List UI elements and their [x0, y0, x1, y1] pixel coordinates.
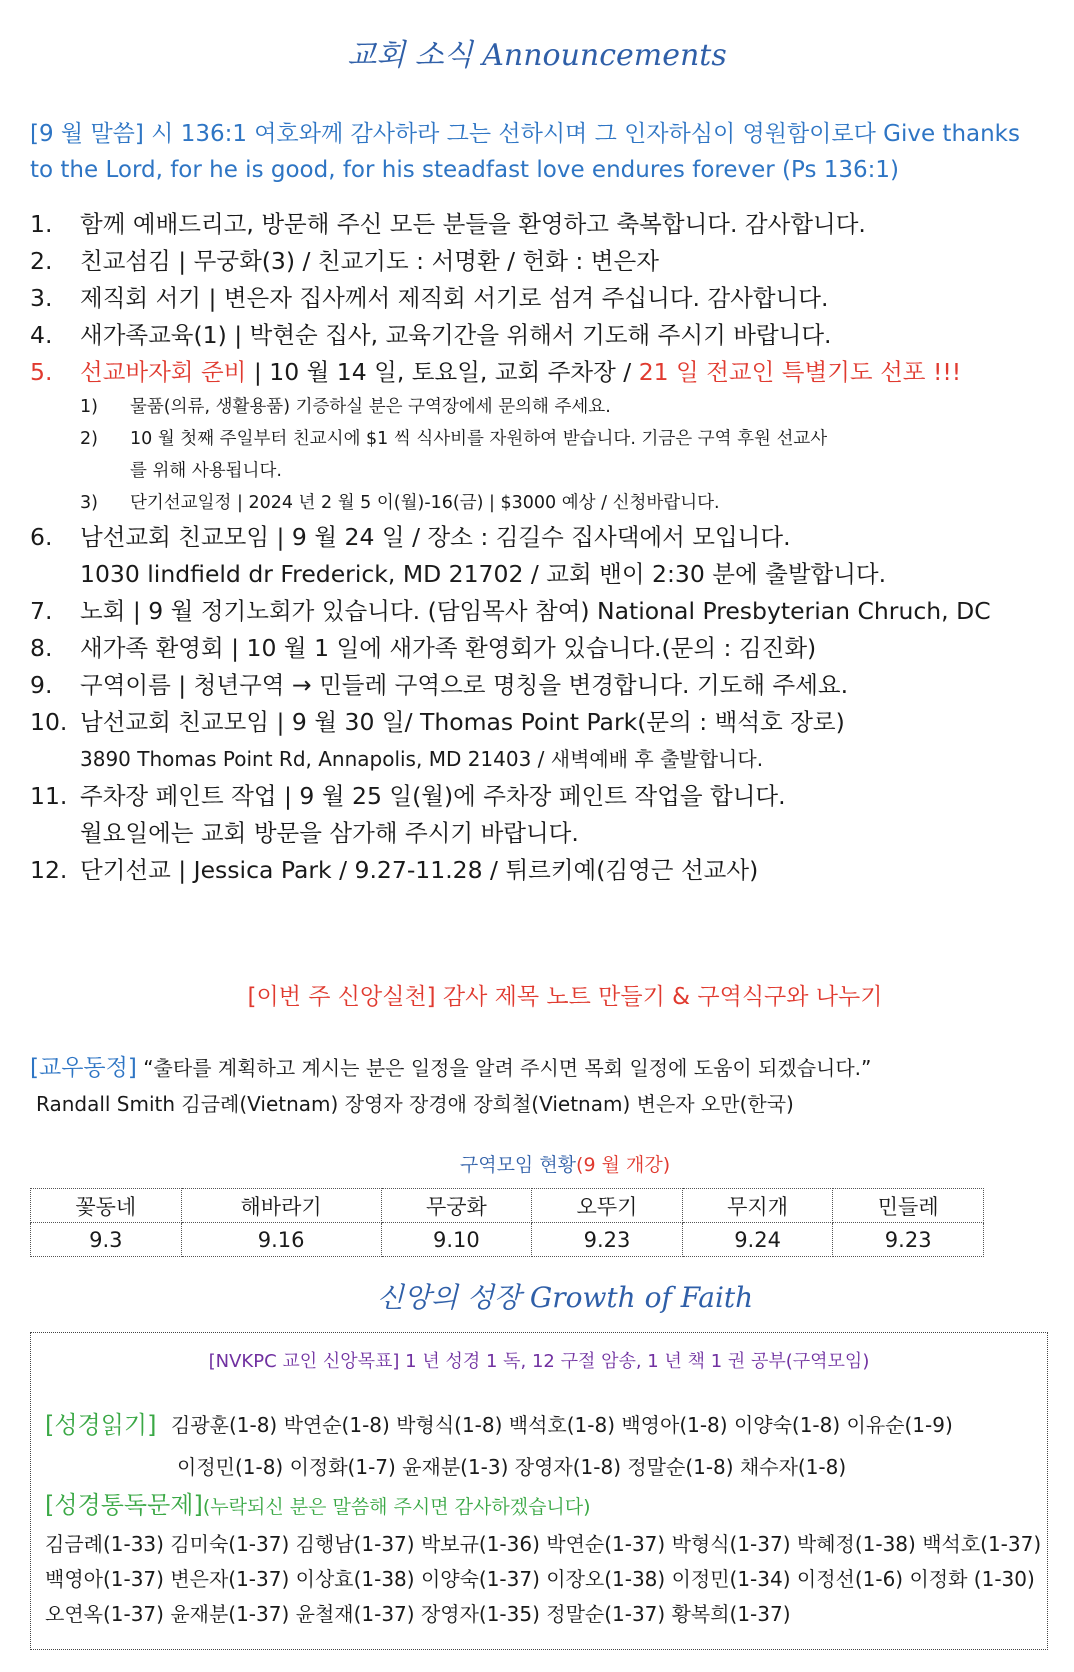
member-news-names: Randall Smith 김금례(Vietnam) 장영자 장경애 장희철(Vietnam) 변은자 오만(한국) [36, 1092, 794, 1116]
cell-group-table [30, 1188, 984, 1257]
item-number: 12. [30, 856, 68, 884]
reading-names-line2: 이정민(1-8) 이정화(1-7) 윤재분(1-3) 장영자(1-8) 정말순(1-8) 채수자(1-8) [177, 1455, 847, 1479]
cell-group-title-main: 구역모임 현황 [459, 1154, 577, 1176]
quiz-names: 김금례(1-33) 김미숙(1-37) 김행남(1-37) 박보규(1-36) 박연순(1-37) 박형식(1-37) 박혜정(1-38) 백석호(1-37) 백영아(1-37) 변은자(1-37) 이상효(1-38) 이양숙(1-37) 이장오(1-38) 이정민(1-34) 이정선(1-6) 이정화 (1-30) 오연옥(1-37) 윤재분(1-37) 윤철재(1-37) 장영자(1-35) 정말순(1-37) 황복희(1-37) [45, 1532, 1042, 1626]
member-news-label: [교우동정] [30, 1055, 137, 1081]
item-text [80, 354, 1050, 391]
item-number: 1. [30, 210, 53, 238]
quiz-note: (누락되신 분은 말씀해 주시면 감사하겠습니다) [202, 1496, 591, 1518]
item-number: 9. [30, 671, 53, 699]
list-item [30, 704, 1050, 741]
item-number: 5. [30, 358, 53, 386]
item-number: 4. [30, 321, 53, 349]
item-number: 2. [30, 247, 53, 275]
page-title: 교회 소식 Announcements [347, 38, 727, 73]
item-text: 주차장 페인트 작업 | 9 월 25 일(월)에 주차장 페인트 작업을 합니다. [80, 782, 786, 810]
item-number: 8. [30, 634, 53, 662]
list-item-highlighted [30, 354, 1050, 391]
table-cell: 9.16 [181, 1223, 381, 1257]
sub-item-number: 2) [80, 429, 98, 449]
list-item [30, 206, 1050, 243]
list-item [30, 778, 1050, 815]
sub-item [30, 487, 1050, 519]
quiz-header [45, 1485, 591, 1520]
table-cell: 오뚜기 [532, 1189, 683, 1223]
sub-item [30, 423, 1050, 487]
item-text: 새가족교육(1) | 박현순 집사, 교육기간을 위해서 기도해 주시기 바랍니다. [80, 321, 832, 349]
list-item [30, 243, 1050, 280]
item-detail: | 10 월 14 일, 토요일, 교회 주차장 / [246, 358, 639, 386]
sub-item [30, 391, 1050, 423]
table-cell: 해바라기 [181, 1189, 381, 1223]
item-text: 구역이름 | 청년구역 → 민들레 구역으로 명칭을 변경합니다. 기도해 주세요. [80, 671, 849, 699]
item-number: 6. [30, 523, 53, 551]
list-item [30, 593, 1050, 630]
table-cell: 무궁화 [381, 1189, 532, 1223]
list-item [30, 519, 1050, 556]
table-row-names [31, 1189, 984, 1223]
item-text: 남선교회 친교모임 | 9 월 24 일 / 장소 : 김길수 집사댁에서 모입니다. [80, 523, 791, 551]
item-number: 10. [30, 708, 68, 736]
list-item [30, 630, 1050, 667]
table-cell: 9.10 [381, 1223, 532, 1257]
faith-goal: [NVKPC 교인 신앙목표] 1 년 성경 1 독, 12 구절 암송, 1 년 책 1 권 공부(구역모임) [208, 1351, 870, 1372]
monthly-verse: [9 월 말씀] 시 136:1 여호와께 감사하라 그는 선하시며 그 인자하심이 영원함이로다 Give thanks to the Lord, for he is good, for his steadfast love endures forever (Ps 136:1) [30, 121, 1020, 183]
sub-item-number: 3) [80, 493, 98, 513]
cell-group-title [0, 1150, 1074, 1177]
item-text: 노회 | 9 월 정기노회가 있습니다. (담임목사 참여) National Presbyterian Chruch, DC [80, 597, 991, 625]
reading-label: [성경읽기] [45, 1411, 157, 1439]
member-news-message: “출타를 계획하고 계시는 분은 일정을 알려 주시면 목회 일정에 도움이 되겠습니다.” [143, 1056, 872, 1080]
sub-item-text: 단기선교일정 | 2024 년 2 월 5 이(월)-16(금) | $3000 예상 / 신청바랍니다. [130, 493, 720, 513]
item-text: 남선교회 친교모임 | 9 월 30 일/ Thomas Point Park(문의 : 백석호 장로) [80, 708, 845, 736]
item-text: 함께 예배드리고, 방문해 주신 모든 분들을 환영하고 축복합니다. 감사합니다. [80, 210, 866, 238]
list-item [30, 317, 1050, 354]
item-highlight-prayer: 21 일 전교인 특별기도 선포 !!! [638, 358, 962, 386]
table-cell: 무지개 [682, 1189, 833, 1223]
quiz-label: [성경통독문제] [45, 1491, 203, 1519]
table-cell: 9.23 [532, 1223, 683, 1257]
item-text: 제직회 서기 | 변은자 집사께서 제직회 서기로 섬겨 주십니다. 감사합니다. [80, 284, 829, 312]
list-item [30, 667, 1050, 704]
table-cell: 9.24 [682, 1223, 833, 1257]
sub-item-number: 1) [80, 397, 98, 417]
item-number: 3. [30, 284, 53, 312]
reading-names-line1: 김광훈(1-8) 박연순(1-8) 박형식(1-8) 백석호(1-8) 백영아(1-8) 이양숙(1-8) 이유순(1-9) [171, 1413, 953, 1437]
table-cell: 9.23 [833, 1223, 984, 1257]
table-cell: 꽃동네 [31, 1189, 182, 1223]
cell-group-title-note: (9 월 개강) [576, 1154, 671, 1176]
item-continuation: 1030 lindfield dr Frederick, MD 21702 / 교회 밴이 2:30 분에 출발합니다. [80, 560, 887, 588]
item-text: 단기선교 | Jessica Park / 9.27-11.28 / 튀르키예(김영근 선교사) [80, 856, 759, 884]
member-news-header [30, 1050, 1050, 1086]
item-highlight-bazaar: 선교바자회 준비 [80, 358, 247, 386]
sub-item-text: 물품(의류, 생활용품) 기증하실 분은 구역장에세 문의해 주세요. [130, 397, 611, 417]
table-cell: 9.3 [31, 1223, 182, 1257]
item-continuation: 월요일에는 교회 방문을 삼가해 주시기 바랍니다. [80, 819, 579, 847]
sub-item-text: 10 월 첫째 주일부터 친교시에 $1 씩 식사비를 자원하여 받습니다. 기금은 구역 후원 선교사를 위해 사용됩니다. [130, 429, 828, 481]
item-continuation: 3890 Thomas Point Rd, Annapolis, MD 21403 / 새벽예배 후 출발합니다. [80, 747, 764, 771]
weekly-practice: [이번 주 신앙실천] 감사 제목 노트 만들기 & 구역식구와 나누기 [247, 984, 883, 1010]
announcement-list [30, 206, 1050, 889]
table-cell: 민들레 [833, 1189, 984, 1223]
list-item [30, 852, 1050, 889]
table-row-dates [31, 1223, 984, 1257]
member-news [30, 1050, 1050, 1122]
growth-title: 신앙의 성장 Growth of Faith [376, 1281, 754, 1314]
item-text: 친교섬김 | 무궁화(3) / 친교기도 : 서명환 / 헌화 : 변은자 [80, 247, 659, 275]
item-number: 11. [30, 782, 68, 810]
list-item [30, 280, 1050, 317]
item-text: 새가족 환영회 | 10 월 1 일에 새가족 환영회가 있습니다.(문의 : 김진화) [80, 634, 817, 662]
item-number: 7. [30, 597, 53, 625]
growth-box [30, 1332, 1048, 1650]
